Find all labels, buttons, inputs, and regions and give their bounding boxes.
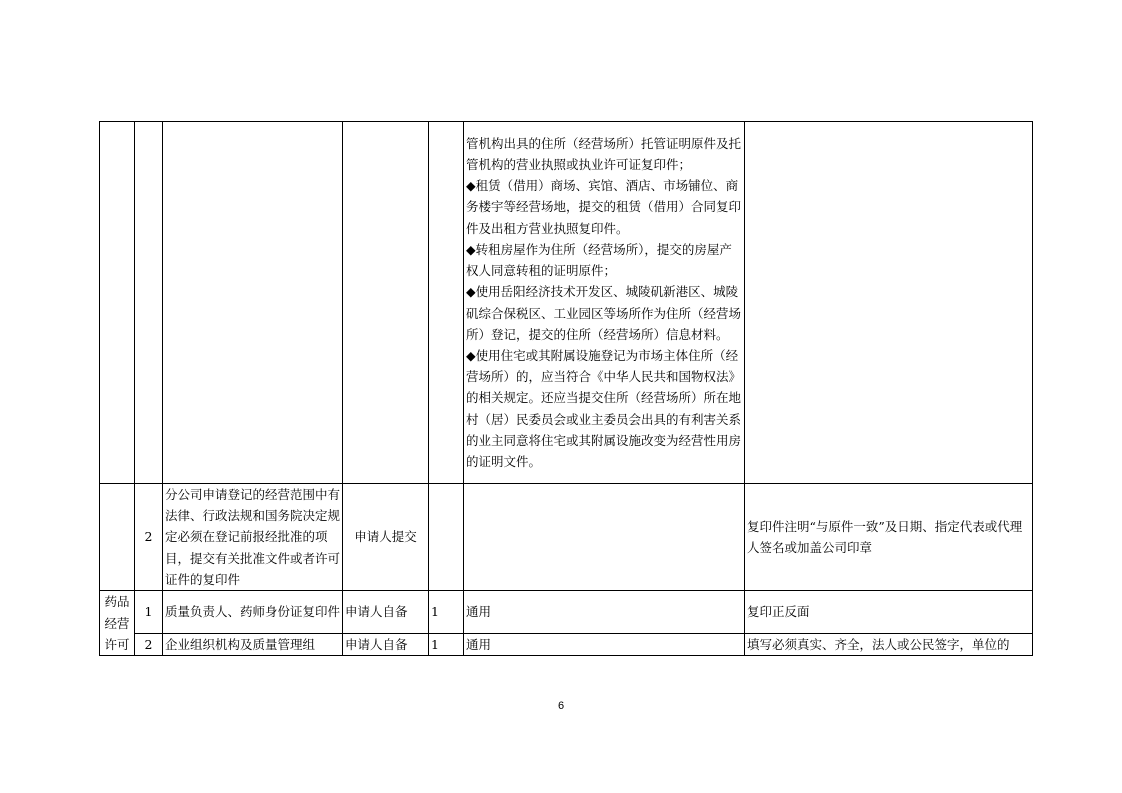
requirement-text: ◆使用岳阳经济技术开发区、城陵矶新港区、城陵矶综合保税区、工业园区等场所作为住所（经营场所）登记，提交的住所（经营场所）信息材料。 <box>466 284 742 342</box>
requirement-text: ◆使用住宅或其附属设施登记为市场主体住所（经营场所）的，应当符合《中华人民共和国物权法》的相关规定。还应当提交住所（经营场所）所在地村（居）民委员会或业主委员会出具的有利害关系的业主同意将住宅或其附属设施改变为经营性用房的证明文件。 <box>466 347 742 469</box>
count-cell <box>429 122 464 484</box>
item-number: 2 <box>135 634 163 656</box>
category-cell <box>100 122 135 484</box>
requirements-text: 通用 <box>464 591 745 634</box>
requirements-cell <box>464 122 745 484</box>
notes-cell <box>745 122 1033 484</box>
source-cell <box>343 122 429 484</box>
item-number: 2 <box>135 484 163 591</box>
count-cell <box>429 484 464 591</box>
table-row <box>100 591 1033 634</box>
requirements-text: 通用 <box>464 634 745 656</box>
category-cell <box>100 484 135 591</box>
material-source: 申请人自备 <box>343 591 429 634</box>
notes-text: 填写必须真实、齐全，法人或公民签字，单位的 <box>745 634 1033 656</box>
material-count: 1 <box>429 591 464 634</box>
requirement-text: ◆租赁（借用）商场、宾馆、酒店、市场铺位、商务楼宇等经营场地，提交的租赁（借用）合同复印件及出租方营业执照复印件。 <box>466 178 742 236</box>
material-cell <box>163 122 343 484</box>
material-name: 质量负责人、药师身份证复印件 <box>163 591 343 634</box>
number-cell <box>135 122 163 484</box>
material-source: 申请人提交 <box>343 484 429 591</box>
table-row <box>100 122 1033 484</box>
table-row <box>100 634 1033 656</box>
material-name: 企业组织机构及质量管理组 <box>163 634 343 656</box>
notes-text: 复印正反面 <box>745 591 1033 634</box>
materials-table <box>99 121 1033 656</box>
material-count: 1 <box>429 634 464 656</box>
requirement-text: ◆转租房屋作为住所（经营场所），提交的房屋产权人同意转租的证明原件； <box>466 241 732 279</box>
requirements-cell <box>464 484 745 591</box>
requirement-text: 管机构出具的住所（经营场所）托管证明原件及托管机构的营业执照或执业许可证复印件； <box>466 135 742 173</box>
item-number: 1 <box>135 591 163 634</box>
table-row <box>100 484 1033 591</box>
category-label: 药品经营许可 <box>100 591 135 656</box>
notes-text: 复印件注明“与原件一致”及日期、指定代表或代理人签名或加盖公司印章 <box>745 484 1033 591</box>
material-name: 分公司申请登记的经营范围中有法律、行政法规和国务院决定规定必须在登记前报经批准的项目，提交有关批准文件或者许可证件的复印件 <box>163 484 343 591</box>
page-number: 6 <box>557 700 565 712</box>
material-source: 申请人自备 <box>343 634 429 656</box>
